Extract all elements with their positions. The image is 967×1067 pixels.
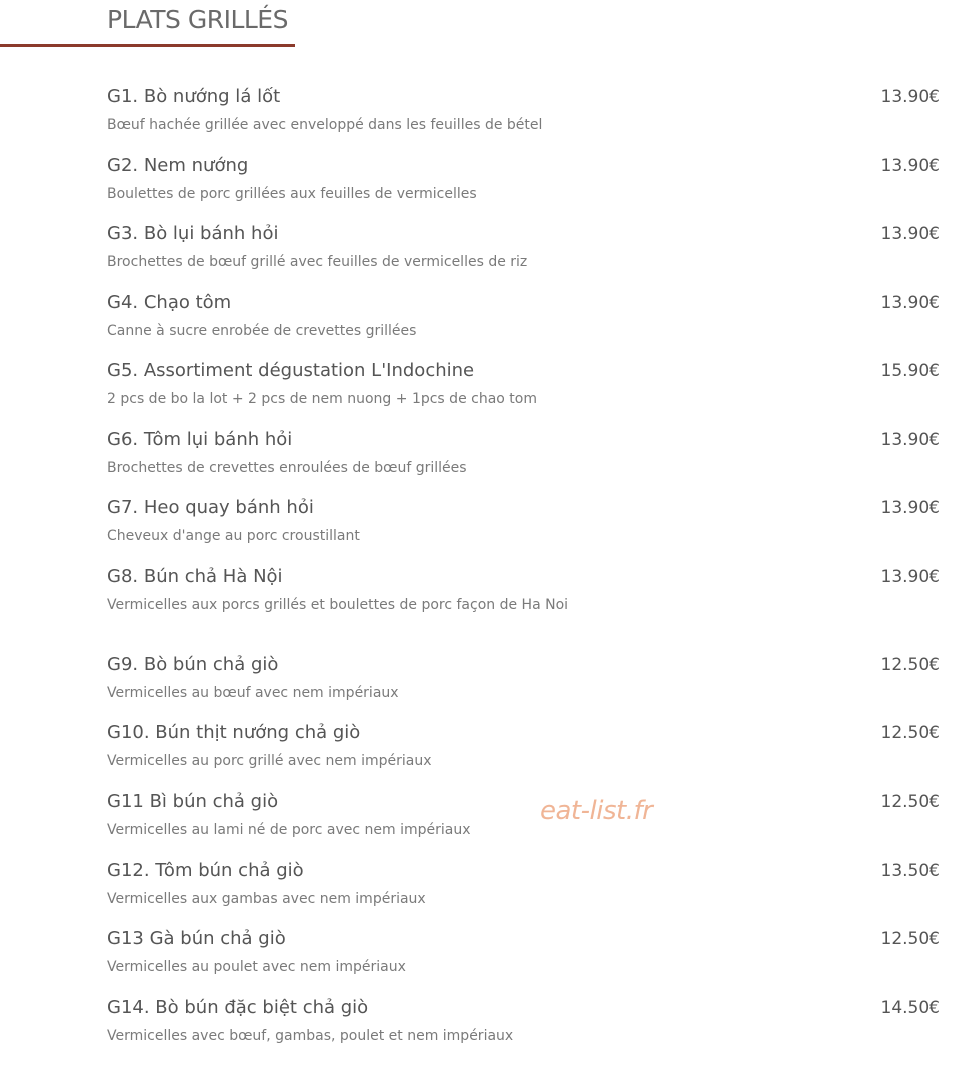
menu-item-description: Vermicelles au porc grillé avec nem impériaux (107, 753, 432, 769)
menu-item-name: G6. Tôm lụi bánh hỏi (107, 429, 293, 450)
menu-item-price: 13.90€ (880, 156, 940, 176)
menu-item-description: Bœuf hachée grillée avec enveloppé dans les feuilles de bétel (107, 117, 543, 133)
title-underline (0, 44, 295, 47)
menu-item (107, 154, 940, 214)
menu-item-description: Vermicelles au lami né de porc avec nem impériaux (107, 822, 471, 838)
menu-item (107, 222, 940, 282)
menu-item-description: Vermicelles au poulet avec nem impériaux (107, 959, 406, 975)
menu-item-description: 2 pcs de bo la lot + 2 pcs de nem nuong + 1pcs de chao tom (107, 391, 537, 407)
menu-item-price: 12.50€ (880, 929, 940, 949)
menu-item-price: 13.90€ (880, 430, 940, 450)
menu-item-price: 12.50€ (880, 655, 940, 675)
menu-item-name: G2. Nem nướng (107, 155, 249, 176)
menu-item (107, 721, 940, 781)
menu-item-price: 13.90€ (880, 224, 940, 244)
menu-item (107, 428, 940, 488)
menu-item-description: Vermicelles aux porcs grillés et boulettes de porc façon de Ha Noi (107, 597, 569, 613)
menu-item (107, 790, 940, 850)
menu-item (107, 996, 940, 1056)
menu-item-price: 12.50€ (880, 723, 940, 743)
menu-item-name: G8. Bún chả Hà Nội (107, 566, 283, 587)
menu-item-name: G1. Bò nướng lá lốt (107, 86, 281, 107)
section-title: PLATS GRILLÉS (107, 5, 288, 34)
menu-item-name: G5. Assortiment dégustation L'Indochine (107, 360, 475, 381)
menu-item-description: Boulettes de porc grillées aux feuilles de vermicelles (107, 186, 477, 202)
menu-item-price: 13.90€ (880, 293, 940, 313)
menu-item-price: 14.50€ (880, 998, 940, 1018)
menu-item-name: G14. Bò bún đặc biệt chả giò (107, 997, 369, 1018)
menu-item-description: Cheveux d'ange au porc croustillant (107, 528, 360, 544)
menu-item-name: G3. Bò lụi bánh hỏi (107, 223, 279, 244)
watermark: eat-list.fr (540, 796, 653, 826)
menu-item-name: G13 Gà bún chả giò (107, 928, 286, 949)
menu-item-description: Brochettes de bœuf grillé avec feuilles de vermicelles de riz (107, 254, 528, 270)
menu-item-description: Canne à sucre enrobée de crevettes grillées (107, 323, 417, 339)
menu-item-name: G12. Tôm bún chả giò (107, 860, 304, 881)
menu-item-description: Vermicelles au bœuf avec nem impériaux (107, 685, 399, 701)
menu-item-description: Vermicelles aux gambas avec nem impériaux (107, 891, 426, 907)
menu-item-price: 13.90€ (880, 567, 940, 587)
menu-item-description: Brochettes de crevettes enroulées de bœuf grillées (107, 460, 467, 476)
menu-item-price: 12.50€ (880, 792, 940, 812)
menu-item-description: Vermicelles avec bœuf, gambas, poulet et nem impériaux (107, 1028, 514, 1044)
menu-item-price: 13.90€ (880, 87, 940, 107)
menu-item (107, 927, 940, 987)
menu-item (107, 85, 940, 145)
menu-item (107, 565, 940, 645)
menu-item-name: G7. Heo quay bánh hỏi (107, 497, 314, 518)
menu-item (107, 653, 940, 713)
menu-item-price: 13.90€ (880, 498, 940, 518)
menu-item (107, 291, 940, 351)
menu-item (107, 859, 940, 919)
menu-item (107, 496, 940, 556)
menu-item-name: G11 Bì bún chả giò (107, 791, 279, 812)
menu-item-price: 13.50€ (880, 861, 940, 881)
menu-item-name: G9. Bò bún chả giò (107, 654, 279, 675)
menu-item-name: G10. Bún thịt nướng chả giò (107, 722, 361, 743)
menu-item-price: 15.90€ (880, 361, 940, 381)
menu-item (107, 359, 940, 419)
menu-item-name: G4. Chạo tôm (107, 292, 232, 313)
